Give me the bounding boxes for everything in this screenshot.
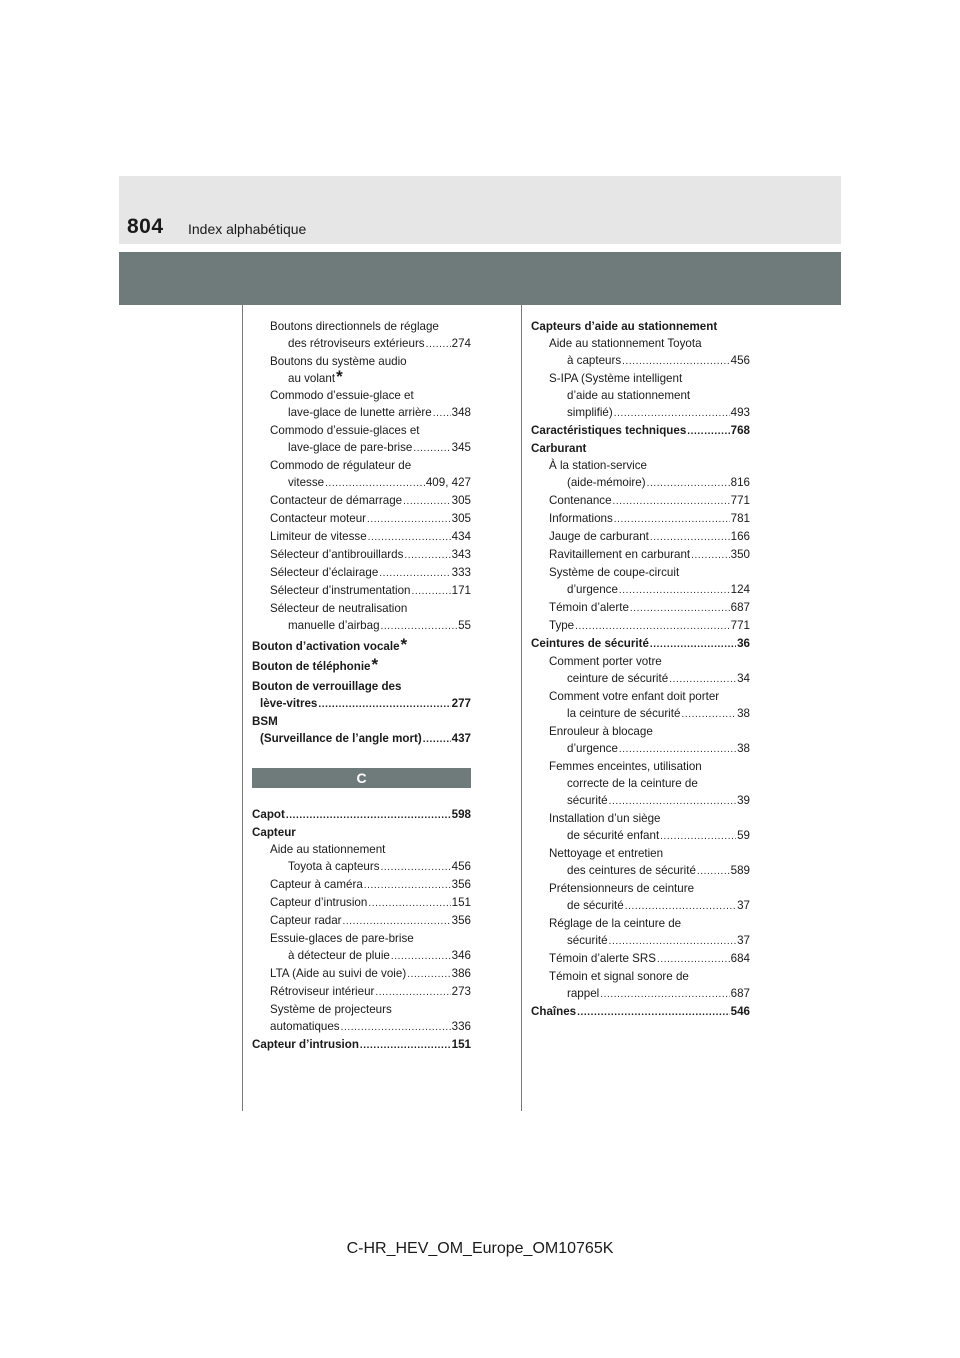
dot-leader xyxy=(423,731,451,748)
page-ref: 437 xyxy=(451,732,471,745)
entry-text: des rétroviseurs extérieurs xyxy=(288,337,425,350)
entry-text: Témoin et signal sonore de xyxy=(549,970,689,983)
entry-text: ceinture de sécurité xyxy=(567,672,669,685)
index-entries-b xyxy=(252,318,471,748)
dot-leader xyxy=(318,696,450,713)
page-ref: 409, 427 xyxy=(425,476,471,489)
index-entry xyxy=(252,824,471,841)
dot-leader xyxy=(367,511,451,528)
entry-text: Sélecteur de neutralisation xyxy=(270,602,408,615)
index-entry xyxy=(252,1001,471,1018)
dot-leader xyxy=(433,405,451,422)
entry-text: Sélecteur d’instrumentation xyxy=(270,584,411,597)
index-entry xyxy=(252,912,471,930)
entry-text: Capteur xyxy=(252,826,296,839)
index-entry xyxy=(531,670,750,688)
entry-text: Aide au stationnement xyxy=(270,843,386,856)
entry-text: Capteur radar xyxy=(270,914,342,927)
index-entry xyxy=(531,492,750,510)
header-dark-band xyxy=(119,252,841,305)
index-entry xyxy=(252,528,471,546)
index-entry xyxy=(531,880,750,897)
index-entry xyxy=(531,335,750,352)
page-ref: 348 xyxy=(451,406,471,419)
dot-leader xyxy=(404,547,450,564)
index-entry xyxy=(252,439,471,457)
entry-text: Bouton d’activation vocale xyxy=(252,640,400,653)
entry-text: Aide au stationnement Toyota xyxy=(549,337,702,350)
index-entry xyxy=(531,862,750,880)
page-ref: 124 xyxy=(730,583,750,596)
dot-leader xyxy=(426,336,451,353)
entry-text: Toyota à capteurs xyxy=(288,860,380,873)
index-entry xyxy=(252,1018,471,1036)
index-entries-c xyxy=(252,806,471,1054)
page-ref: 456 xyxy=(730,354,750,367)
entry-text: sécurité xyxy=(567,794,608,807)
index-entry: Bouton de téléphonie * xyxy=(252,655,379,674)
index-entry xyxy=(252,318,471,335)
page-ref: 59 xyxy=(737,829,750,842)
dot-leader xyxy=(669,671,736,688)
dot-leader xyxy=(403,493,451,510)
page-ref: 38 xyxy=(737,742,750,755)
section-title: Index alphabétique xyxy=(188,221,307,237)
dot-leader xyxy=(364,877,451,894)
index-entry xyxy=(252,858,471,876)
dot-leader xyxy=(614,511,730,528)
index-entry xyxy=(531,653,750,670)
entry-text: Témoin d’alerte SRS xyxy=(549,952,656,965)
dot-leader xyxy=(697,863,730,880)
dot-leader xyxy=(368,529,451,546)
index-entry xyxy=(252,930,471,947)
left-column-rule xyxy=(242,305,243,1111)
page-ref: 166 xyxy=(730,530,750,543)
index-entry xyxy=(252,730,471,748)
entry-text: automatiques xyxy=(270,1020,340,1033)
document-code: C-HR_HEV_OM_Europe_OM10765K xyxy=(346,1240,614,1257)
page-ref: 687 xyxy=(730,601,750,614)
entry-text: Essuie-glaces de pare-brise xyxy=(270,932,414,945)
index-entry xyxy=(252,947,471,965)
index-entry xyxy=(252,695,471,713)
entry-text: (aide-mémoire) xyxy=(567,476,646,489)
index-entry xyxy=(252,564,471,582)
entry-text: Système de coupe-circuit xyxy=(549,566,680,579)
page-ref: 274 xyxy=(451,337,471,350)
index-entry xyxy=(252,600,471,617)
entry-text: à détecteur de pluie xyxy=(288,949,390,962)
entry-text: Contacteur de démarrage xyxy=(270,494,403,507)
page-ref: 771 xyxy=(730,494,750,507)
dot-leader xyxy=(657,951,730,968)
index-entry xyxy=(531,387,750,404)
index-column-right xyxy=(531,318,750,1021)
page-ref: 277 xyxy=(451,697,471,710)
page-ref: 151 xyxy=(451,896,471,909)
dot-leader xyxy=(375,984,450,1001)
page-ref: 684 xyxy=(730,952,750,965)
index-entry xyxy=(252,678,471,695)
page-ref: 36 xyxy=(737,637,750,650)
index-entry xyxy=(531,810,750,827)
index-entry xyxy=(531,740,750,758)
index-entry xyxy=(531,827,750,845)
page-ref: 39 xyxy=(737,794,750,807)
entry-text: vitesse xyxy=(288,476,325,489)
page-ref: 38 xyxy=(737,707,750,720)
page-ref: 273 xyxy=(451,985,471,998)
entry-text: lève-vitres xyxy=(260,697,318,710)
dot-leader xyxy=(325,475,425,492)
entry-text: la ceinture de sécurité xyxy=(567,707,681,720)
index-entry xyxy=(531,440,750,457)
index-entry xyxy=(531,758,750,775)
entry-text: Sélecteur d’éclairage xyxy=(270,566,379,579)
dot-leader xyxy=(391,948,451,965)
index-entry xyxy=(531,845,750,862)
entry-text: des ceintures de sécurité xyxy=(567,864,696,877)
index-entry xyxy=(252,353,471,370)
index-entry xyxy=(252,983,471,1001)
entry-text: Bouton de téléphonie xyxy=(252,660,371,673)
page-ref: 493 xyxy=(730,406,750,419)
entry-text: Capot xyxy=(252,808,285,821)
index-entry xyxy=(531,775,750,792)
page-ref: 151 xyxy=(451,1038,471,1051)
dot-leader xyxy=(622,353,730,370)
entry-text: Réglage de la ceinture de xyxy=(549,917,682,930)
dot-leader xyxy=(360,1037,451,1054)
entry-text: Enrouleur à blocage xyxy=(549,725,653,738)
page-ref: 768 xyxy=(730,424,750,437)
entry-text: Informations xyxy=(549,512,613,525)
index-entries-c-continued xyxy=(531,318,750,1021)
index-entry xyxy=(531,404,750,422)
entry-text: Contenance xyxy=(549,494,612,507)
index-entry xyxy=(531,474,750,492)
index-column-left xyxy=(252,318,471,1054)
dot-leader xyxy=(614,405,730,422)
entry-text: d’urgence xyxy=(567,742,618,755)
index-entry: au volant * xyxy=(288,367,343,386)
entry-text: Femmes enceintes, utilisation xyxy=(549,760,702,773)
page-ref: 816 xyxy=(730,476,750,489)
entry-text: Caractéristiques techniques xyxy=(531,424,687,437)
entry-text: Type xyxy=(549,619,575,632)
index-entry xyxy=(252,582,471,600)
entry-text: lave-glace de pare-brise xyxy=(288,441,413,454)
dot-leader xyxy=(343,913,451,930)
entry-text: Boutons directionnels de réglage xyxy=(270,320,439,333)
dot-leader xyxy=(341,1019,451,1036)
index-entry xyxy=(252,510,471,528)
dot-leader xyxy=(600,986,729,1003)
dot-leader xyxy=(650,529,730,546)
letter-heading-c: C xyxy=(252,768,471,788)
entry-text: BSM xyxy=(252,715,278,728)
right-column-rule xyxy=(521,305,522,1111)
index-entry xyxy=(531,528,750,546)
index-entry xyxy=(531,897,750,915)
entry-text: Bouton de verrouillage des xyxy=(252,680,402,693)
index-entry xyxy=(531,635,750,653)
dot-leader xyxy=(286,807,451,824)
page-ref: 350 xyxy=(730,548,750,561)
index-entry xyxy=(531,457,750,474)
entry-text: Contacteur moteur xyxy=(270,512,367,525)
index-entry xyxy=(531,599,750,617)
index-entry xyxy=(531,723,750,740)
entry-text: Capteurs d’aide au stationnement xyxy=(531,320,718,333)
entry-text: à capteurs xyxy=(567,354,622,367)
page-ref: 771 xyxy=(730,619,750,632)
index-entry xyxy=(531,352,750,370)
index-entry xyxy=(531,705,750,723)
entry-text: Commodo d’essuie-glace et xyxy=(270,389,414,402)
dot-leader xyxy=(681,706,736,723)
page-ref: 386 xyxy=(451,967,471,980)
entry-text: correcte de la ceinture de xyxy=(567,777,698,790)
entry-text: Nettoyage et entretien xyxy=(549,847,664,860)
index-entry: Bouton d’activation vocale * xyxy=(252,635,408,654)
entry-text: (Surveillance de l’angle mort) xyxy=(260,732,422,745)
page-ref: 34 xyxy=(737,672,750,685)
entry-text: Jauge de carburant xyxy=(549,530,649,543)
page-ref: 434 xyxy=(451,530,471,543)
dot-leader xyxy=(609,793,736,810)
page-ref: 333 xyxy=(451,566,471,579)
index-entry xyxy=(531,792,750,810)
index-entry xyxy=(531,318,750,335)
index-entry xyxy=(531,950,750,968)
index-entry xyxy=(252,474,471,492)
entry-text: de sécurité xyxy=(567,899,624,912)
entry-text: Système de projecteurs xyxy=(270,1003,392,1016)
entry-text: Capteur d’intrusion xyxy=(270,896,368,909)
dot-leader xyxy=(687,423,729,440)
index-entry xyxy=(531,932,750,950)
dot-leader xyxy=(381,618,458,635)
index-entry xyxy=(531,617,750,635)
page-ref: 781 xyxy=(730,512,750,525)
index-entry xyxy=(531,422,750,440)
dot-leader xyxy=(619,582,730,599)
dot-leader xyxy=(609,933,736,950)
entry-text: Boutons du système audio xyxy=(270,355,407,368)
entry-text: Capteur d’intrusion xyxy=(252,1038,359,1051)
entry-text: Commodo de régulateur de xyxy=(270,459,412,472)
index-entry xyxy=(252,422,471,439)
index-entry xyxy=(252,404,471,422)
page-ref: 356 xyxy=(451,878,471,891)
page-ref: 171 xyxy=(451,584,471,597)
index-entry xyxy=(252,335,471,353)
page-ref: 456 xyxy=(451,860,471,873)
entry-text: Installation d’un siège xyxy=(549,812,661,825)
index-entry xyxy=(531,546,750,564)
index-entry xyxy=(531,968,750,985)
index-entry xyxy=(531,510,750,528)
index-entry xyxy=(531,915,750,932)
entry-text: lave-glace de lunette arrière xyxy=(288,406,432,419)
index-entry xyxy=(252,841,471,858)
page-ref: 546 xyxy=(730,1005,750,1018)
dot-leader xyxy=(379,565,450,582)
page-ref: 305 xyxy=(451,512,471,525)
entry-text: Rétroviseur intérieur xyxy=(270,985,375,998)
page-ref: 345 xyxy=(451,441,471,454)
dot-leader xyxy=(381,859,451,876)
dot-leader xyxy=(625,898,736,915)
page-ref: 343 xyxy=(451,548,471,561)
page-ref: 305 xyxy=(451,494,471,507)
entry-text: Capteur à caméra xyxy=(270,878,363,891)
index-entry xyxy=(252,713,471,730)
entry-text: simplifié) xyxy=(567,406,613,419)
entry-text: sécurité xyxy=(567,934,608,947)
index-entry xyxy=(531,688,750,705)
entry-text: Prétensionneurs de ceinture xyxy=(549,882,695,895)
page-ref: 336 xyxy=(451,1020,471,1033)
dot-leader xyxy=(619,741,736,758)
index-entry xyxy=(252,806,471,824)
index-entry xyxy=(252,617,471,635)
entry-text: S-IPA (Système intelligent xyxy=(549,372,683,385)
entry-text: Comment votre enfant doit porter xyxy=(549,690,720,703)
index-entry xyxy=(531,564,750,581)
entry-text: Comment porter votre xyxy=(549,655,662,668)
entry-text: Témoin d’alerte xyxy=(549,601,629,614)
entry-text: Chaînes xyxy=(531,1005,577,1018)
dot-leader xyxy=(407,966,450,983)
entry-text: Limiteur de vitesse xyxy=(270,530,367,543)
page-ref: 589 xyxy=(730,864,750,877)
index-entry xyxy=(252,546,471,564)
entry-text: de sécurité enfant xyxy=(567,829,660,842)
page-ref: 346 xyxy=(451,949,471,962)
entry-text: Ravitaillement en carburant xyxy=(549,548,691,561)
dot-leader xyxy=(412,583,451,600)
index-entry xyxy=(531,581,750,599)
entry-text: Ceintures de sécurité xyxy=(531,637,649,650)
index-entry xyxy=(531,370,750,387)
dot-leader xyxy=(613,493,730,510)
entry-text: d’aide au stationnement xyxy=(567,389,691,402)
entry-text: au volant xyxy=(288,372,336,385)
index-entry xyxy=(252,894,471,912)
dot-leader xyxy=(660,828,736,845)
entry-text: À la station-service xyxy=(549,459,647,472)
index-entry xyxy=(531,1003,750,1021)
dot-leader xyxy=(577,1004,730,1021)
entry-text: LTA (Aide au suivi de voie) xyxy=(270,967,407,980)
page-ref: 687 xyxy=(730,987,750,1000)
dot-leader xyxy=(630,600,730,617)
page-ref: 598 xyxy=(451,808,471,821)
page-ref: 37 xyxy=(737,899,750,912)
index-entry xyxy=(252,876,471,894)
index-entry xyxy=(252,457,471,474)
page-number: 804 xyxy=(127,215,164,238)
page-ref: 37 xyxy=(737,934,750,947)
index-entry xyxy=(252,965,471,983)
entry-text: Commodo d’essuie-glaces et xyxy=(270,424,420,437)
dot-leader xyxy=(413,440,450,457)
index-entry xyxy=(252,492,471,510)
entry-text: rappel xyxy=(567,987,600,1000)
index-entry xyxy=(252,1036,471,1054)
page-ref: 55 xyxy=(458,619,471,632)
entry-text: Sélecteur d’antibrouillards xyxy=(270,548,404,561)
dot-leader xyxy=(368,895,450,912)
entry-text: d’urgence xyxy=(567,583,618,596)
dot-leader xyxy=(650,636,736,653)
entry-text: Carburant xyxy=(531,442,587,455)
index-entry xyxy=(531,985,750,1003)
dot-leader xyxy=(691,547,730,564)
dot-leader xyxy=(575,618,730,635)
entry-text: manuelle d’airbag xyxy=(288,619,380,632)
page-ref: 356 xyxy=(451,914,471,927)
index-entry xyxy=(252,387,471,404)
dot-leader xyxy=(647,475,730,492)
